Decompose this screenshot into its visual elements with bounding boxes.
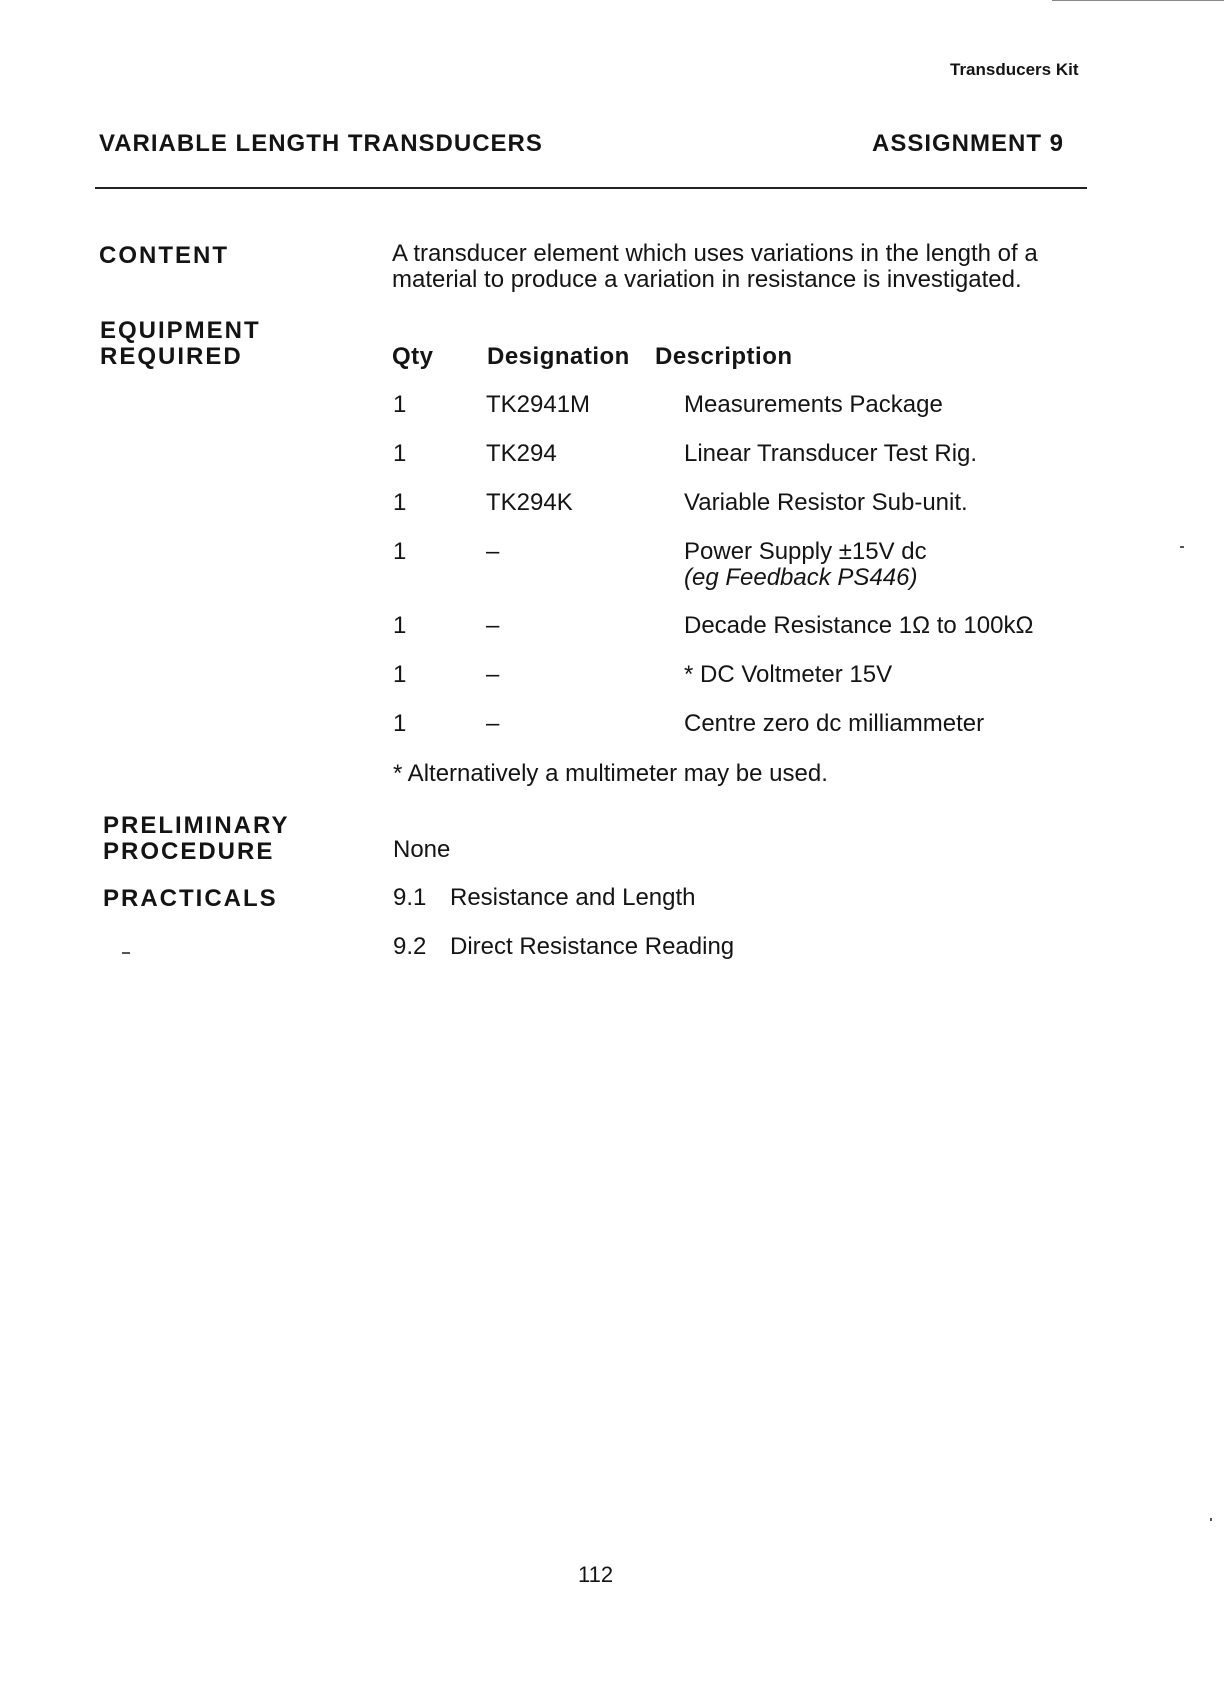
content-text-line-2: material to produce a variation in resistance is investigated. — [392, 266, 1022, 293]
preliminary-text: None — [393, 836, 451, 863]
row-designation: – — [486, 661, 500, 688]
row-designation: TK294K — [486, 489, 573, 516]
row-description: Variable Resistor Sub-unit. — [684, 489, 968, 516]
row-description: Centre zero dc milliammeter — [684, 710, 985, 737]
column-header-qty: Qty — [392, 343, 434, 370]
page-title: VARIABLE LENGTH TRANSDUCERS — [99, 130, 543, 157]
header-divider — [95, 187, 1087, 189]
row-designation: – — [486, 710, 500, 737]
row-qty: 1 — [393, 538, 407, 565]
row-description: Measurements Package — [684, 391, 943, 418]
scan-speck — [1210, 1518, 1212, 1521]
practical-number: 9.2 — [393, 933, 427, 960]
row-qty: 1 — [393, 710, 407, 737]
row-qty: 1 — [393, 612, 407, 639]
equipment-footnote: * Alternatively a multimeter may be used. — [393, 760, 828, 787]
row-qty: 1 — [393, 440, 407, 467]
row-qty: 1 — [393, 661, 407, 688]
row-designation: TK2941M — [486, 391, 591, 418]
row-designation: TK294 — [486, 440, 557, 467]
preliminary-heading-line-2: PROCEDURE — [103, 838, 275, 865]
column-header-designation: Designation — [487, 343, 630, 370]
row-designation: – — [486, 612, 500, 639]
row-qty: 1 — [393, 391, 407, 418]
practical-number: 9.1 — [393, 884, 427, 911]
content-heading: CONTENT — [99, 242, 229, 269]
scan-speck — [1180, 546, 1184, 548]
practicals-heading: PRACTICALS — [103, 885, 278, 912]
practical-title: Resistance and Length — [450, 884, 696, 911]
kit-label: Transducers Kit — [950, 60, 1079, 79]
row-note: (eg Feedback PS446) — [684, 564, 918, 591]
top-corner-rule — [1052, 0, 1224, 1]
equipment-heading-line-2: REQUIRED — [100, 343, 243, 370]
row-qty: 1 — [393, 489, 407, 516]
scan-speck — [122, 952, 130, 954]
column-header-description: Description — [655, 343, 793, 370]
content-text-line-1: A transducer element which uses variations in the length of a — [392, 240, 1038, 267]
row-designation: – — [486, 538, 500, 565]
row-description: Decade Resistance 1Ω to 100kΩ — [684, 612, 1034, 639]
row-description: Power Supply ±15V dc — [684, 538, 927, 565]
assignment-label: ASSIGNMENT 9 — [872, 130, 1065, 157]
preliminary-heading-line-1: PRELIMINARY — [103, 812, 290, 839]
practical-title: Direct Resistance Reading — [450, 933, 735, 960]
page-number: 112 — [578, 1562, 614, 1587]
equipment-heading-line-1: EQUIPMENT — [100, 317, 261, 344]
row-description: * DC Voltmeter 15V — [684, 661, 893, 688]
row-description: Linear Transducer Test Rig. — [684, 440, 978, 467]
